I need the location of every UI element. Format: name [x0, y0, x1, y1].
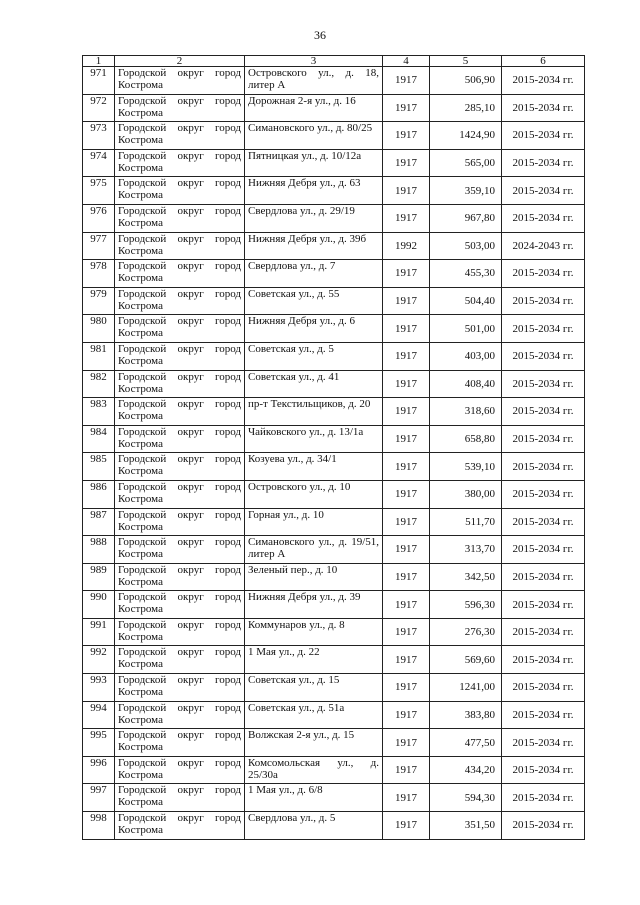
address-cell: Советская ул., д. 55: [245, 287, 383, 315]
row-number: 987: [83, 508, 115, 536]
address-cell: Козуева ул., д. 34/1: [245, 453, 383, 481]
year-cell: 1917: [383, 287, 430, 315]
address-cell: Горная ул., д. 10: [245, 508, 383, 536]
row-number: 982: [83, 370, 115, 398]
row-number: 989: [83, 563, 115, 591]
table-row: [83, 480, 585, 508]
year-cell: 1917: [383, 122, 430, 150]
table-row: [83, 94, 585, 122]
address-cell: Комсомольская ул., д. 25/30а: [245, 756, 383, 784]
area-cell: 313,70: [430, 536, 502, 564]
row-number: 986: [83, 480, 115, 508]
area-cell: 569,60: [430, 646, 502, 674]
municipality-cell: Городской округ город Кострома: [115, 729, 245, 757]
period-cell: 2015-2034 гг.: [502, 784, 585, 812]
table-row: [83, 536, 585, 564]
row-number: 977: [83, 232, 115, 260]
row-number: 997: [83, 784, 115, 812]
year-cell: 1917: [383, 729, 430, 757]
municipality-cell: Городской округ город Кострома: [115, 315, 245, 343]
table-row: [83, 756, 585, 784]
address-cell: Коммунаров ул., д. 8: [245, 618, 383, 646]
row-number: 993: [83, 674, 115, 702]
row-number: 994: [83, 701, 115, 729]
year-cell: 1917: [383, 784, 430, 812]
column-header: 6: [502, 56, 585, 67]
year-cell: 1917: [383, 563, 430, 591]
housing-table: [82, 55, 585, 840]
table-row: [83, 122, 585, 150]
address-cell: Нижняя Дебря ул., д. 63: [245, 177, 383, 205]
table-row: [83, 177, 585, 205]
area-cell: 501,00: [430, 315, 502, 343]
period-cell: 2015-2034 гг.: [502, 149, 585, 177]
address-cell: Свердлова ул., д. 5: [245, 812, 383, 840]
period-cell: 2015-2034 гг.: [502, 508, 585, 536]
row-number: 984: [83, 425, 115, 453]
table-row: [83, 232, 585, 260]
year-cell: 1917: [383, 453, 430, 481]
period-cell: 2015-2034 гг.: [502, 591, 585, 619]
municipality-cell: Городской округ город Кострома: [115, 260, 245, 288]
municipality-cell: Городской округ город Кострома: [115, 342, 245, 370]
area-cell: 383,80: [430, 701, 502, 729]
area-cell: 318,60: [430, 398, 502, 426]
address-cell: Советская ул., д. 51а: [245, 701, 383, 729]
period-cell: 2015-2034 гг.: [502, 122, 585, 150]
year-cell: 1917: [383, 508, 430, 536]
year-cell: 1917: [383, 149, 430, 177]
area-cell: 285,10: [430, 94, 502, 122]
municipality-cell: Городской округ город Кострома: [115, 536, 245, 564]
address-cell: Свердлова ул., д. 29/19: [245, 204, 383, 232]
row-number: 988: [83, 536, 115, 564]
area-cell: 403,00: [430, 342, 502, 370]
area-cell: 380,00: [430, 480, 502, 508]
area-cell: 1241,00: [430, 674, 502, 702]
municipality-cell: Городской округ город Кострома: [115, 177, 245, 205]
table-row: [83, 729, 585, 757]
table-row: [83, 149, 585, 177]
area-cell: 359,10: [430, 177, 502, 205]
period-cell: 2015-2034 гг.: [502, 398, 585, 426]
row-number: 979: [83, 287, 115, 315]
table-row: [83, 674, 585, 702]
row-number: 973: [83, 122, 115, 150]
year-cell: 1917: [383, 260, 430, 288]
address-cell: Нижняя Дебря ул., д. 39б: [245, 232, 383, 260]
row-number: 972: [83, 94, 115, 122]
row-number: 990: [83, 591, 115, 619]
address-cell: Советская ул., д. 15: [245, 674, 383, 702]
address-cell: Пятницкая ул., д. 10/12а: [245, 149, 383, 177]
year-cell: 1917: [383, 94, 430, 122]
table-row: [83, 370, 585, 398]
area-cell: 276,30: [430, 618, 502, 646]
municipality-cell: Городской округ город Кострома: [115, 232, 245, 260]
table-row: [83, 618, 585, 646]
address-cell: пр-т Текстильщиков, д. 20: [245, 398, 383, 426]
address-cell: Нижняя Дебря ул., д. 39: [245, 591, 383, 619]
period-cell: 2015-2034 гг.: [502, 646, 585, 674]
row-number: 975: [83, 177, 115, 205]
period-cell: 2015-2034 гг.: [502, 563, 585, 591]
municipality-cell: Городской округ город Кострома: [115, 618, 245, 646]
year-cell: 1917: [383, 591, 430, 619]
area-cell: 342,50: [430, 563, 502, 591]
row-number: 971: [83, 67, 115, 95]
period-cell: 2015-2034 гг.: [502, 756, 585, 784]
municipality-cell: Городской округ город Кострома: [115, 94, 245, 122]
row-number: 998: [83, 812, 115, 840]
row-number: 978: [83, 260, 115, 288]
area-cell: 594,30: [430, 784, 502, 812]
year-cell: 1917: [383, 315, 430, 343]
area-cell: 511,70: [430, 508, 502, 536]
period-cell: 2015-2034 гг.: [502, 812, 585, 840]
row-number: 980: [83, 315, 115, 343]
address-cell: Волжская 2-я ул., д. 15: [245, 729, 383, 757]
address-cell: Островского ул., д. 10: [245, 480, 383, 508]
table-row: [83, 342, 585, 370]
area-cell: 477,50: [430, 729, 502, 757]
address-cell: Нижняя Дебря ул., д. 6: [245, 315, 383, 343]
table-row: [83, 646, 585, 674]
municipality-cell: Городской округ город Кострома: [115, 149, 245, 177]
area-cell: 455,30: [430, 260, 502, 288]
area-cell: 504,40: [430, 287, 502, 315]
address-cell: Чайковского ул., д. 13/1а: [245, 425, 383, 453]
municipality-cell: Городской округ город Кострома: [115, 563, 245, 591]
year-cell: 1917: [383, 646, 430, 674]
municipality-cell: Городской округ город Кострома: [115, 701, 245, 729]
period-cell: 2015-2034 гг.: [502, 260, 585, 288]
table-row: [83, 812, 585, 840]
table-row: [83, 204, 585, 232]
municipality-cell: Городской округ город Кострома: [115, 591, 245, 619]
row-number: 996: [83, 756, 115, 784]
period-cell: 2015-2034 гг.: [502, 342, 585, 370]
municipality-cell: Городской округ город Кострома: [115, 812, 245, 840]
table-row: [83, 508, 585, 536]
address-cell: Симановского ул., д. 80/25: [245, 122, 383, 150]
period-cell: 2015-2034 гг.: [502, 536, 585, 564]
area-cell: 1424,90: [430, 122, 502, 150]
period-cell: 2015-2034 гг.: [502, 315, 585, 343]
municipality-cell: Городской округ город Кострома: [115, 480, 245, 508]
period-cell: 2015-2034 гг.: [502, 453, 585, 481]
year-cell: 1992: [383, 232, 430, 260]
area-cell: 503,00: [430, 232, 502, 260]
table-body: [83, 67, 585, 840]
municipality-cell: Городской округ город Кострома: [115, 370, 245, 398]
area-cell: 596,30: [430, 591, 502, 619]
table-row: [83, 784, 585, 812]
column-header: 4: [383, 56, 430, 67]
table-row: [83, 67, 585, 95]
municipality-cell: Городской округ город Кострома: [115, 508, 245, 536]
address-cell: Дорожная 2-я ул., д. 16: [245, 94, 383, 122]
year-cell: 1917: [383, 756, 430, 784]
row-number: 985: [83, 453, 115, 481]
table-row: [83, 260, 585, 288]
period-cell: 2015-2034 гг.: [502, 425, 585, 453]
period-cell: 2015-2034 гг.: [502, 204, 585, 232]
row-number: 991: [83, 618, 115, 646]
municipality-cell: Городской округ город Кострома: [115, 67, 245, 95]
year-cell: 1917: [383, 398, 430, 426]
area-cell: 967,80: [430, 204, 502, 232]
address-cell: Симановского ул., д. 19/51, литер А: [245, 536, 383, 564]
area-cell: 565,00: [430, 149, 502, 177]
municipality-cell: Городской округ город Кострома: [115, 453, 245, 481]
table-row: [83, 591, 585, 619]
area-cell: 351,50: [430, 812, 502, 840]
year-cell: 1917: [383, 480, 430, 508]
municipality-cell: Городской округ город Кострома: [115, 756, 245, 784]
address-cell: Зеленый пер., д. 10: [245, 563, 383, 591]
municipality-cell: Городской округ город Кострома: [115, 398, 245, 426]
column-header: 3: [245, 56, 383, 67]
period-cell: 2015-2034 гг.: [502, 177, 585, 205]
row-number: 974: [83, 149, 115, 177]
municipality-cell: Городской округ город Кострома: [115, 674, 245, 702]
row-number: 995: [83, 729, 115, 757]
column-header: 5: [430, 56, 502, 67]
municipality-cell: Городской округ город Кострома: [115, 646, 245, 674]
year-cell: 1917: [383, 177, 430, 205]
period-cell: 2015-2034 гг.: [502, 618, 585, 646]
period-cell: 2015-2034 гг.: [502, 729, 585, 757]
municipality-cell: Городской округ город Кострома: [115, 287, 245, 315]
page-number: 36: [314, 28, 326, 42]
area-cell: 506,90: [430, 67, 502, 95]
table-row: [83, 563, 585, 591]
column-header: 1: [83, 56, 115, 67]
table-row: [83, 398, 585, 426]
period-cell: 2015-2034 гг.: [502, 480, 585, 508]
municipality-cell: Городской округ город Кострома: [115, 122, 245, 150]
year-cell: 1917: [383, 618, 430, 646]
period-cell: 2015-2034 гг.: [502, 370, 585, 398]
address-cell: 1 Мая ул., д. 6/8: [245, 784, 383, 812]
period-cell: 2015-2034 гг.: [502, 94, 585, 122]
area-cell: 408,40: [430, 370, 502, 398]
year-cell: 1917: [383, 701, 430, 729]
municipality-cell: Городской округ город Кострома: [115, 784, 245, 812]
area-cell: 434,20: [430, 756, 502, 784]
address-cell: Островского ул., д. 18, литер А: [245, 67, 383, 95]
table-row: [83, 315, 585, 343]
year-cell: 1917: [383, 370, 430, 398]
year-cell: 1917: [383, 536, 430, 564]
year-cell: 1917: [383, 425, 430, 453]
table-header-row: [83, 56, 585, 67]
area-cell: 658,80: [430, 425, 502, 453]
table-row: [83, 453, 585, 481]
period-cell: 2015-2034 гг.: [502, 287, 585, 315]
table-row: [83, 701, 585, 729]
period-cell: 2015-2034 гг.: [502, 701, 585, 729]
table-row: [83, 287, 585, 315]
address-cell: Советская ул., д. 5: [245, 342, 383, 370]
address-cell: 1 Мая ул., д. 22: [245, 646, 383, 674]
row-number: 983: [83, 398, 115, 426]
address-cell: Свердлова ул., д. 7: [245, 260, 383, 288]
year-cell: 1917: [383, 67, 430, 95]
year-cell: 1917: [383, 674, 430, 702]
municipality-cell: Городской округ город Кострома: [115, 425, 245, 453]
period-cell: 2015-2034 гг.: [502, 67, 585, 95]
year-cell: 1917: [383, 812, 430, 840]
area-cell: 539,10: [430, 453, 502, 481]
period-cell: 2015-2034 гг.: [502, 674, 585, 702]
address-cell: Советская ул., д. 41: [245, 370, 383, 398]
row-number: 981: [83, 342, 115, 370]
table-row: [83, 425, 585, 453]
row-number: 976: [83, 204, 115, 232]
year-cell: 1917: [383, 342, 430, 370]
year-cell: 1917: [383, 204, 430, 232]
column-header: 2: [115, 56, 245, 67]
period-cell: 2024-2043 гг.: [502, 232, 585, 260]
row-number: 992: [83, 646, 115, 674]
municipality-cell: Городской округ город Кострома: [115, 204, 245, 232]
